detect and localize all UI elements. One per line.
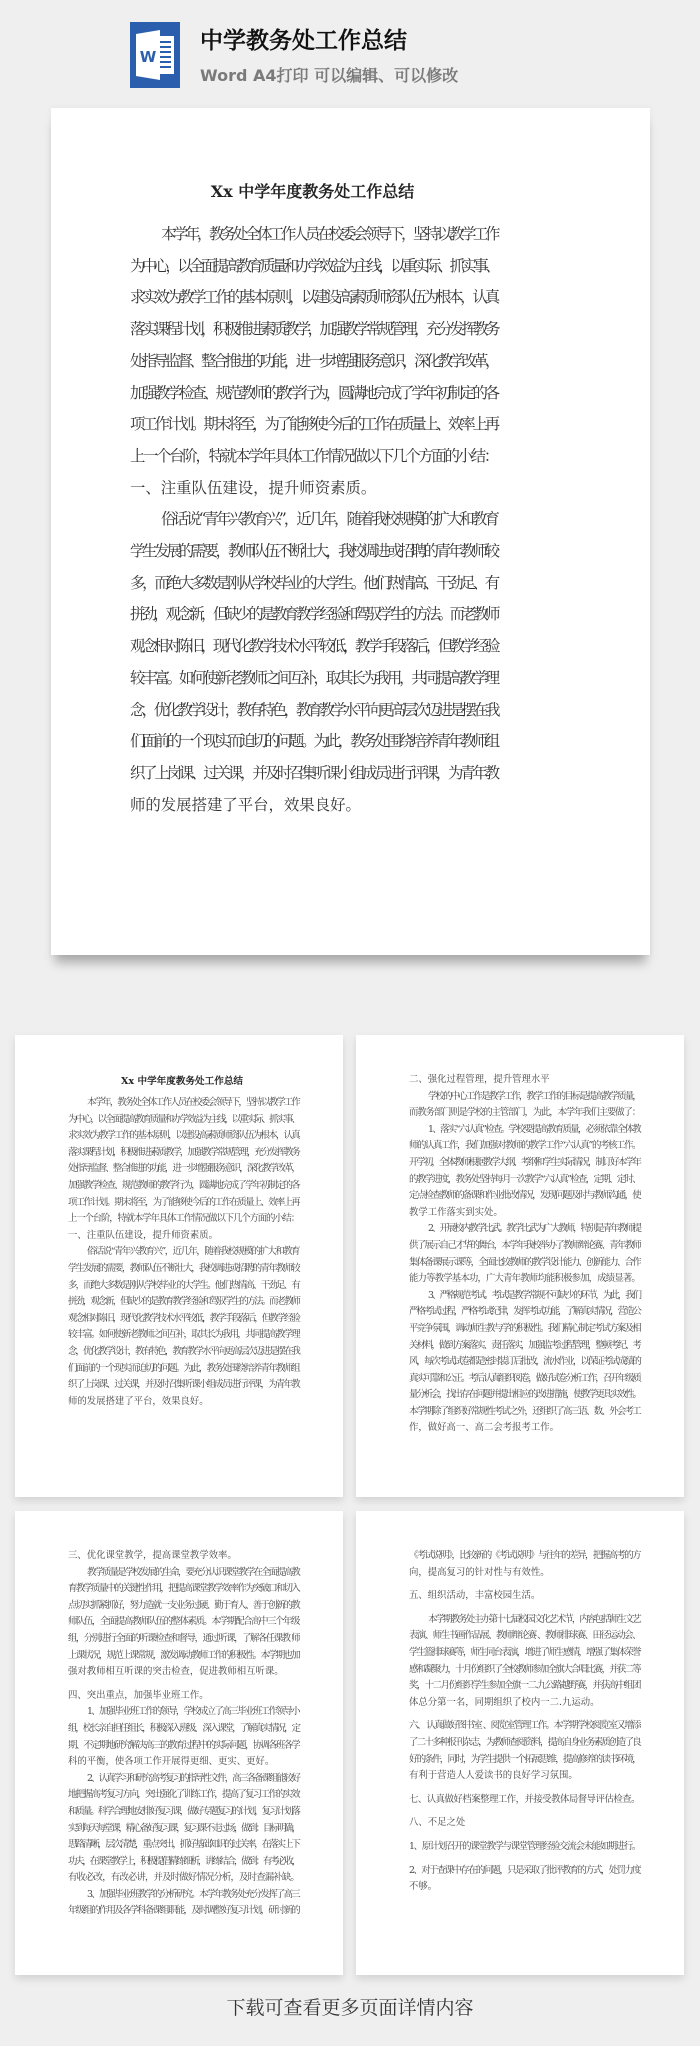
text-line	[409, 1155, 641, 1172]
text-line-content: 本学年，教务处全体工作人员在校委会领导下，坚持以教学工作	[161, 225, 497, 243]
text-line-content: 二、强化过程管理，提升管理水平	[409, 1074, 550, 1085]
text-line	[130, 663, 498, 695]
text-line-content: 加强教学检查、规范教师的教学行为，圆满地完成了学年初制定的各	[68, 1179, 299, 1191]
text-line-content: 拼劲，观念新，但缺少的是教育教学经验和驾驭学生的方法。而老教师	[130, 605, 497, 624]
text-line	[130, 219, 498, 251]
text-line-content: 期、不定期地研究解决高三的教育过程中的实际问题，协调各班各学	[68, 1739, 299, 1751]
text-line	[409, 1172, 641, 1189]
text-line	[68, 1211, 300, 1228]
text-line	[68, 1721, 300, 1738]
text-line-content: 五、组织活动，丰富校园生活。	[409, 1590, 541, 1602]
text-line-content: 强对教师相互听课的突击检查，促进教师相互听课。	[68, 1666, 284, 1678]
text-line	[409, 1221, 641, 1238]
text-line	[409, 1612, 641, 1629]
text-line-content: 有利于营造人人爱读书的良好学习氛围。	[409, 1770, 578, 1782]
document-page-preview	[51, 108, 650, 955]
text-line	[68, 1228, 300, 1245]
text-line	[130, 346, 498, 378]
text-line-content: 点切实抓紧抓好，努力造就一支业务过硬、勤于育人、善于创新的教	[68, 1599, 299, 1611]
text-line	[409, 1792, 641, 1809]
text-line-content: 奖，十二月份组织学生参加全旗一二.九公路越野赛，并获高中组团	[409, 1680, 640, 1692]
text-line-content: 组，校长亲自担任组长，积极深入班级、 深入课堂，了解真实情况，定	[68, 1722, 299, 1734]
text-line	[409, 1548, 641, 1565]
text-line-content: 落实课程计划，积极推进素质教学，加强教学常规管理，充分发挥教务	[68, 1146, 299, 1158]
text-line	[68, 1195, 300, 1212]
text-line-content: 《考试说明》，比较新的《考试说明》与往年的差异，把握高考的方	[409, 1550, 640, 1561]
text-line	[409, 1678, 641, 1695]
text-line-content: 实到每天每堂课，精心备好复习课，复习课不走过场，做到：目标明确，	[68, 1822, 299, 1834]
text-line	[68, 1664, 300, 1681]
text-line-content: 体总分第一名，同期组织了校内一二.九运动。	[409, 1696, 600, 1708]
text-line	[409, 1138, 641, 1155]
text-line	[409, 1815, 641, 1832]
text-line	[130, 568, 498, 600]
text-line-content: 学生篮排球赛等，师生同台表演，增进了师生感情，增强了集体荣誉	[409, 1646, 640, 1658]
text-line	[409, 1105, 641, 1122]
text-line	[130, 314, 498, 346]
text-line	[68, 1738, 300, 1755]
text-line-content: 处指导监督、整合推进的功能，进一步增强服务意识，深化教学改革，	[130, 351, 497, 370]
text-line	[409, 1768, 641, 1785]
text-line-content: 和质量。科学合理地安排好复习课，做好专题复习的计划，复习计划落	[68, 1805, 299, 1817]
text-line-content: 向，提高复习的针对性与有效性。	[409, 1566, 550, 1578]
document-title: 中学教务处工作总结	[200, 28, 407, 54]
text-line	[409, 1863, 641, 1880]
text-line-content: 教学工作落实到实处。	[409, 1206, 503, 1218]
text-line	[68, 1887, 300, 1904]
text-line-content: 处指导监督、整合推进的功能，进一步增强服务意识，深化教学改革，	[68, 1163, 299, 1175]
text-line-content: 严格考试过程，严格考试纪律，发挥考试功能，了解真实情况，营造公	[409, 1306, 640, 1318]
page-heading: Xx 中学年度教务处工作总结	[120, 1076, 244, 1087]
text-line	[68, 1548, 300, 1565]
text-line	[130, 758, 498, 790]
text-line	[409, 1122, 641, 1139]
text-line-content: 有收必改，有改必讲，并及时做好情况分析，及时查漏补缺。	[68, 1872, 299, 1884]
text-line-content: 好的条件，同时，为学生提供一个拓展思维，提高修养的读书环境，	[409, 1753, 640, 1765]
page-thumbnail-1[interactable]	[15, 1035, 343, 1497]
text-line-content: 师的发展搭建了平台，效果良好。	[68, 1395, 209, 1407]
text-line-content: 教学质量是学校发展的生命，要充分认识课堂教学在全面提高教	[87, 1566, 299, 1578]
text-line-content: 落实课程计划，积极推进素质教学，加强教学常规管理，充分发挥教务	[130, 320, 497, 339]
text-line	[409, 1288, 641, 1305]
text-line	[130, 504, 498, 536]
text-line	[68, 1581, 300, 1598]
text-line	[409, 1628, 641, 1645]
text-line	[68, 1112, 300, 1129]
text-line	[409, 1695, 641, 1712]
text-line-content: 们面前的一个现实而迫切的问题。为此，教务处围绕培养青年教师组	[130, 732, 497, 751]
text-line	[409, 1662, 641, 1679]
page-body	[409, 1548, 641, 1896]
text-line-content: 思路清晰，层次清楚，重点突出，抓好基础知识的过关率，在落实上下	[68, 1839, 299, 1851]
page-body	[409, 1072, 641, 1437]
text-line-content: 念，优化教学设计，教有特色，教育教学水平向更高层次迈进是摆在我	[68, 1345, 299, 1357]
text-line	[68, 1870, 300, 1887]
text-line-content: 关材料，做到方案落实、责任落实，加强监考过程管理，整顿考纪、考	[409, 1339, 640, 1351]
text-line	[409, 1752, 641, 1769]
text-line-content: 多，而绝大多数是刚从学校毕业 的大学生。他们热情高、干劲足、有	[68, 1279, 299, 1291]
text-line-content: 育教学质量中的关键性作用，把提高课堂教学效率作为突破口和切入	[68, 1583, 299, 1595]
text-line-content: 加强教学检查、规范教师的教学行为，圆满地完成了学年初制定的各	[130, 383, 497, 402]
text-line	[130, 473, 498, 505]
text-line	[130, 441, 498, 473]
text-line	[130, 726, 498, 758]
text-line-content: 功夫，在课堂教学上，积极提倡精练细析，讲练结合，做到：有考必收，	[68, 1855, 299, 1867]
text-line-content: 上课状况，规范上课常规，激发调动教师工作的积极性。本学期也加	[68, 1649, 299, 1661]
text-line-content: 拼劲，观念新，但缺少的是教育教学经验和驾驭学生的方法。而老教师	[68, 1296, 299, 1308]
text-line-content: 本学期除了组织好常规性考试之外，还组织了高三语、数、外会考工	[409, 1405, 640, 1417]
text-line-content: 项工作计划。期末将至，为了能够使今后的工作在质量上、效率上再	[130, 415, 497, 434]
text-line	[68, 1688, 300, 1705]
text-line	[409, 1735, 641, 1752]
text-line-content: 2、认真学习和研究高考复习的指导性文件，高三各备课组能较好	[87, 1772, 299, 1784]
text-line-content: 为中心，以全面提高教育质量和办学效益为主线，以重实际、抓实事、	[68, 1113, 299, 1125]
text-line	[409, 1354, 641, 1371]
text-line	[409, 1072, 641, 1089]
text-line	[409, 1089, 641, 1106]
text-line-content: 感和凝聚力，十月份组织了全校教师参加全旗大合唱比赛，并获二等	[409, 1663, 640, 1675]
text-line	[409, 1718, 641, 1735]
text-line-content: 平竞争氛围，调动师生教与学的积极性。我们精心制定考试方案及相	[409, 1322, 640, 1334]
text-line-content: 六、 认真做好图书室 、阅览室管理工作。本学期学校阅览室又增添	[409, 1720, 640, 1732]
text-line	[409, 1404, 641, 1421]
page-thumbnail-2[interactable]	[356, 1035, 684, 1497]
text-line-content: 一、注重队伍建设，提升师资素质。	[68, 1229, 219, 1241]
page-thumbnail-4[interactable]	[356, 1511, 684, 1975]
text-line-content: 念，优化教学设计，教有特色，教育教学水平向更高层次迈进是摆在我	[130, 700, 497, 719]
text-line	[68, 1161, 300, 1178]
text-line	[68, 1344, 300, 1361]
text-line-content: 1、落实“六认真”检查。学校要提高教育质量，必须依靠全体教	[428, 1123, 640, 1135]
text-line	[68, 1821, 300, 1838]
text-line-content: 不够。	[409, 1881, 438, 1893]
text-line-content: 作，做好高一、高二会考报考工作。	[409, 1422, 560, 1434]
text-line-content: 四、突出重点，加强毕业班工作。	[68, 1689, 209, 1701]
text-line	[409, 1839, 641, 1856]
text-line	[68, 1178, 300, 1195]
text-line	[68, 1377, 300, 1394]
text-line	[68, 1631, 300, 1648]
text-line	[130, 695, 498, 727]
text-line	[68, 1145, 300, 1162]
text-line-content: 集体备课展示课等，全面比较教师的教学设计能力、创新能力、合作	[409, 1256, 640, 1268]
text-line-content: 能力等教学基本功，广大青年教师均能积极参加，成绩显著。	[409, 1273, 640, 1285]
svg-text:W: W	[139, 48, 157, 66]
text-line	[409, 1271, 641, 1288]
text-line-content: 本学期教务处主办第十七届校园文化艺术节，内容包括师生文艺	[428, 1613, 640, 1625]
page-heading: Xx 中学年度教务处工作总结	[210, 182, 415, 201]
text-line-content: 俗话说“青年兴教育兴”，近几年，随着我校规模的扩大和教育	[161, 510, 497, 529]
text-line	[68, 1278, 300, 1295]
text-line	[68, 1787, 300, 1804]
text-line-content: 定点检查教师的备课和作业批改情况，发现问题及时与教师沟通，使	[409, 1190, 640, 1202]
text-line	[130, 282, 498, 314]
text-line	[409, 1304, 641, 1321]
text-line	[130, 536, 498, 568]
text-line-content: 年级组的作用及各学科备课组职能，及时调整好复习计划，研讨新的	[68, 1905, 299, 1917]
text-line-content: 表演、师生书画作品展、教师辩论赛 、教师排球赛、田径运动会、	[409, 1630, 640, 1642]
text-line	[68, 1394, 300, 1411]
page-body	[68, 1095, 300, 1410]
text-line	[68, 1361, 300, 1378]
page-thumbnail-3[interactable]	[15, 1511, 343, 1975]
text-line-content: 织了上岗课、过关课，并及时召集听课小组成员进行评课，为青年教	[130, 763, 497, 782]
text-line-content: 观念相对陈旧，现代化教学技术水平较低，教学手段落后，但教学经验	[68, 1312, 299, 1324]
text-line	[130, 251, 498, 283]
text-line	[409, 1420, 641, 1437]
text-line-content: 3、加强毕业班教学的分析研究。本学年教务处充分发挥了高三	[87, 1888, 299, 1900]
text-line-content: 师队伍，全面提高教师队伍的整体素质。本学期配合高中三个年级	[68, 1616, 299, 1628]
text-line	[130, 599, 498, 631]
text-line-content: 供了展示自己才华的舞台，本学年我校举办了教师辩论赛、青年教师	[409, 1239, 640, 1251]
text-line	[68, 1704, 300, 1721]
document-subtitle: Word A4打印 可以编辑、可以修改	[200, 66, 459, 85]
text-line	[409, 1565, 641, 1582]
text-line	[409, 1338, 641, 1355]
text-line	[68, 1598, 300, 1615]
text-line	[68, 1903, 300, 1920]
text-line	[409, 1645, 641, 1662]
text-line-content: 学生发展的需要，教师队伍不断壮大，我校调进或招聘的青年教师较	[130, 542, 497, 561]
text-line	[68, 1128, 300, 1145]
text-line-content: 三、优化课堂教学，提高课堂教学效率。	[68, 1550, 237, 1561]
text-line	[68, 1565, 300, 1582]
text-line-content: 上一个台阶，特就本学年具体工作情况做以下几个方面的小结：	[130, 446, 497, 465]
download-more-link[interactable]: 下载可查看更多页面详情内容	[226, 1997, 474, 2019]
text-line-content: 真实可靠和公正。考后认真组织阅卷，做好试卷分析工作，召开年级质	[409, 1372, 640, 1384]
text-line	[409, 1879, 641, 1896]
text-line-content: 上一个台阶，特就本学年具体工作情况做以下几个方面的小结：	[68, 1213, 299, 1225]
text-line-content: 学生发展的需要，教师队伍不断壮大，我校调进或招聘的青年教师较	[68, 1262, 299, 1274]
text-line	[68, 1804, 300, 1821]
text-line-content: 地把握高考复习方向，突出强化了训练工作，提高了复习工作的实效	[68, 1789, 299, 1801]
text-line-content: 项工作计划。期末将至，为了能够使今后的工作在质量上、效率上再	[68, 1196, 299, 1208]
text-line-content: 们面前的一个现实而迫切的问题。为此，教务处围绕培养青年教师组	[68, 1362, 299, 1374]
text-line-content: 求实效为教学工作的基本原则，以建设高素质师资队伍为根本，认真	[68, 1130, 299, 1142]
text-line-content: 本学年，教务处全体工作人员在校委会领导下，坚持以教学工作	[87, 1097, 299, 1108]
page-body	[130, 219, 498, 821]
text-line-content: 2、开展校内教学比武。教学比武为广大教师，特别是青年教师提	[428, 1223, 640, 1235]
text-line	[68, 1614, 300, 1631]
text-line	[130, 378, 498, 410]
text-line-content: 的教学进度，教务处坚持每月一次教学“六认真”检查，定期、定时、	[409, 1173, 640, 1185]
text-line	[409, 1321, 641, 1338]
text-line-content: 1、原计划召开的课堂教学与课堂管理经验交流会未能如期进行。	[409, 1840, 640, 1852]
text-line	[68, 1327, 300, 1344]
text-line	[409, 1205, 641, 1222]
text-line-content: 师的发展搭建了平台，效果良好。	[130, 795, 361, 814]
text-line-content: 组，分别进行全面的听课检查和督导，通过听课，了解各任课教 师	[68, 1632, 299, 1644]
text-line-content: 学校的中心工作是教学工作，教学工作的目标是提高教学质量，	[428, 1090, 640, 1102]
text-line	[130, 631, 498, 663]
text-line-content: 师的认真工作，我们加强对教师的教学工作“六认真”的考核工作。	[409, 1140, 640, 1152]
text-line-content: 为中心，以全面提高教育质量和办学效益为主线，以重实际、抓实事、	[130, 256, 497, 275]
text-line-content: 科的平衡，使各项工作开展得更细、更实、更好。	[68, 1756, 275, 1768]
text-line-content: 八、不足之处	[409, 1817, 466, 1829]
text-line-content: 量分析会，找出存在问题并提出相 应的改进措施，使教学更具实效性。	[409, 1389, 640, 1401]
text-line-content: 俗话说“青年兴教育兴”，近几年，随着我校规模的扩大和教育	[87, 1246, 299, 1258]
text-line	[68, 1261, 300, 1278]
text-line-content: 风，每次考试试卷都是密封装订后批改，流水作业，以保证考试成绩的	[409, 1356, 640, 1368]
text-line	[68, 1837, 300, 1854]
text-line	[409, 1371, 641, 1388]
text-line	[409, 1255, 641, 1272]
text-line	[68, 1754, 300, 1771]
text-line-content: 2、对于查课中存在的问题，只是采取了批评教育的方式，处罚力度	[409, 1864, 640, 1876]
text-line	[130, 790, 498, 822]
text-line	[409, 1387, 641, 1404]
text-line-content: 较丰富。如何使新老教师之间互补，取其长为我用，共同提高教学理	[68, 1329, 299, 1341]
text-line-content: 七、认真做好档案整理工作，并接受教体局督导评估检查。	[409, 1793, 640, 1805]
page-body	[68, 1548, 300, 1920]
text-line-content: 一、注重队伍建设，提升师资素质。	[130, 478, 377, 497]
text-line	[409, 1188, 641, 1205]
text-line-content: 多，而绝大多数是刚从学校毕业 的大学生。他们热情高、干劲足、有	[130, 573, 497, 592]
text-line	[68, 1854, 300, 1871]
text-line-content: 3、严格规范考试。考试是教学常规不可缺少的环节，为此，我们	[428, 1289, 640, 1301]
text-line	[68, 1095, 300, 1112]
text-line-content: 开学初，全体教师根据教学大纲、考纲和学生实际情况，制订好本学年	[409, 1156, 640, 1168]
text-line	[409, 1588, 641, 1605]
text-line-content: 1、加强毕业班工作的领导，学校成立了高三毕业班工作领导小	[87, 1706, 299, 1718]
word-document-icon	[130, 22, 180, 88]
text-line	[68, 1311, 300, 1328]
text-line	[68, 1294, 300, 1311]
text-line-content: 求实效为教学工作的基本原则，以建设高素质师资队伍为根本，认真	[130, 288, 497, 307]
text-line	[409, 1238, 641, 1255]
text-line-content: 而教务部门则是学校的主管部门，为此，本学年我们主要做了：	[409, 1107, 640, 1119]
text-line-content: 较丰富。如何使新老教师之间互补，取其长为我用，共同提高教学理	[130, 668, 497, 687]
text-line	[68, 1771, 300, 1788]
text-line-content: 了二十多种报刊杂志，为教师查阅资料，提高自身业务素质创造了良	[409, 1736, 640, 1748]
text-line-content: 织了上岗课、过关课，并及时召集听课小组成员进行评课，为青年教	[68, 1379, 299, 1391]
text-line	[68, 1648, 300, 1665]
text-line	[130, 409, 498, 441]
text-line-content: 观念相对陈旧，现代化教学技术水平较低，教学手段落后，但教学经验	[130, 637, 497, 656]
text-line	[68, 1244, 300, 1261]
